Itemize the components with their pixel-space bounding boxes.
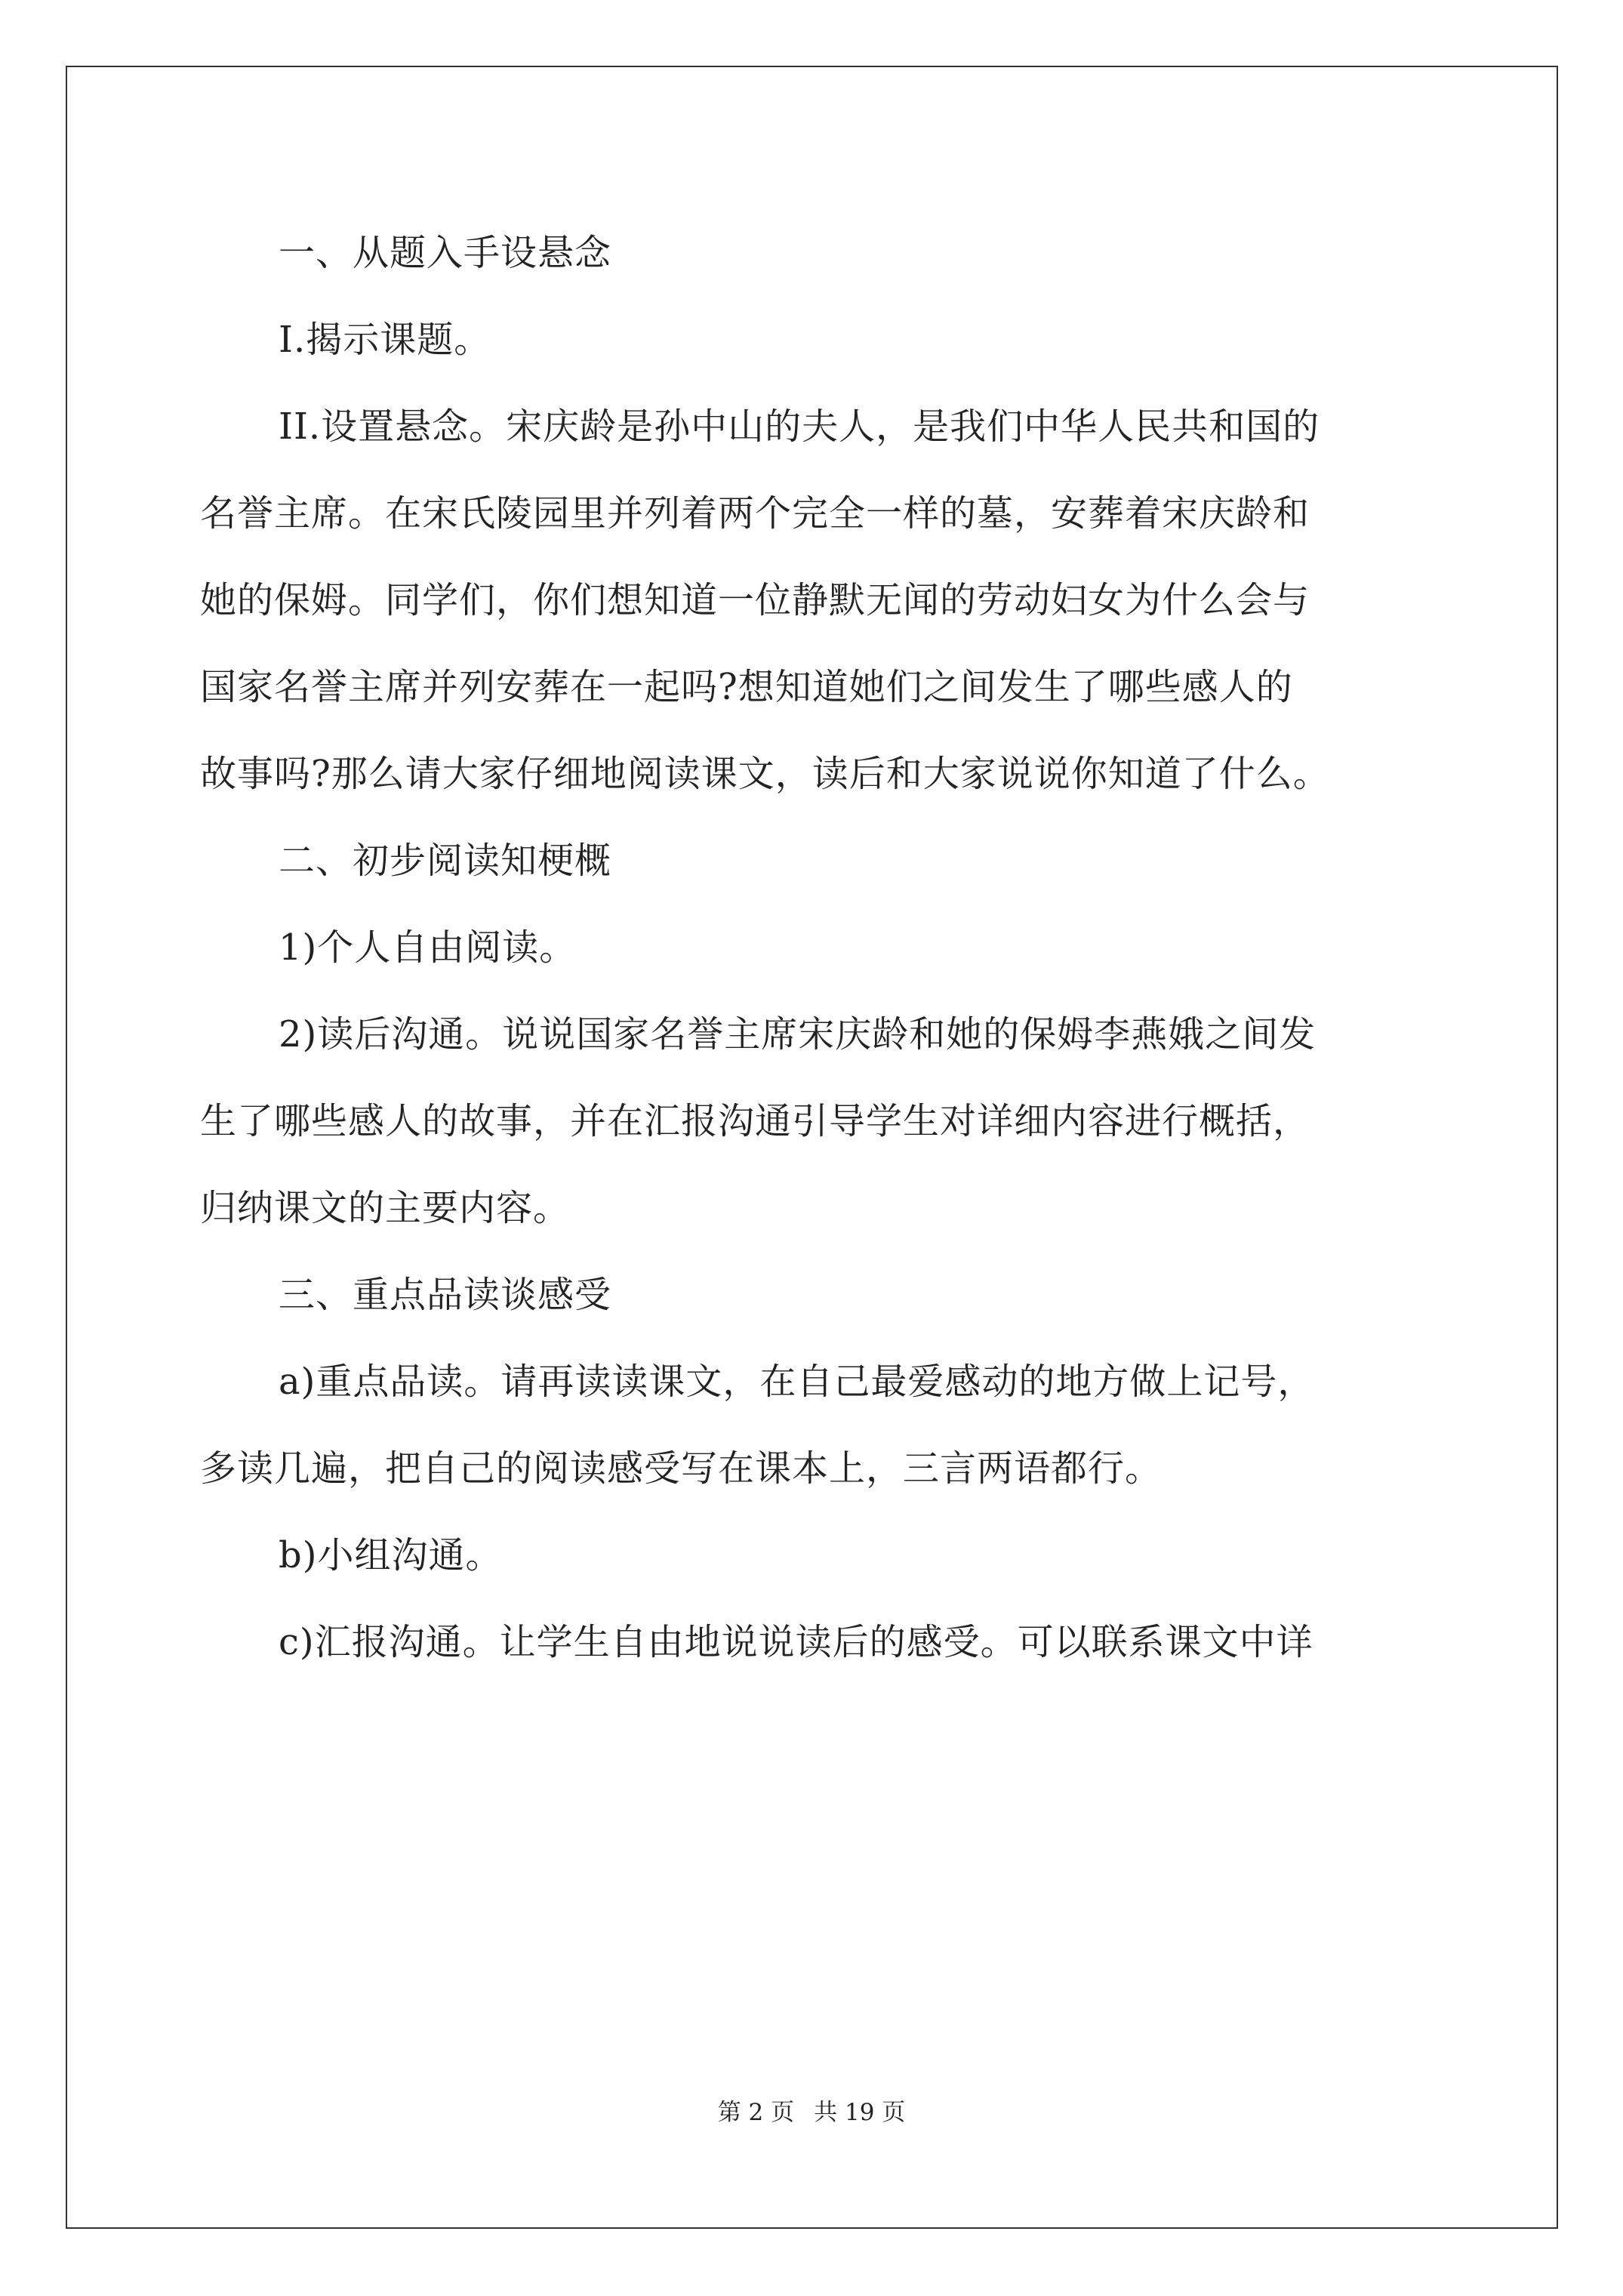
- paragraph-line: 名誉主席。在宋氏陵园里并列着两个完全一样的墓，安葬着宋庆龄和: [200, 492, 1310, 535]
- paragraph-line: II.设置悬念。宋庆龄是孙中山的夫人，是我们中华人民共和国的: [279, 405, 1320, 448]
- page-total: 共 19 页: [814, 2099, 906, 2126]
- paragraph-line: 故事吗?那么请大家仔细地阅读课文，读后和大家说说你知道了什么。: [200, 753, 1330, 795]
- heading-section-3: 三、重点品读谈感受: [279, 1274, 612, 1316]
- page-border: [66, 66, 1558, 2229]
- heading-section-2: 二、初步阅读知梗概: [279, 840, 612, 882]
- paragraph-line: 她的保姆。同学们，你们想知道一位静默无闻的劳动妇女为什么会与: [200, 579, 1310, 621]
- paragraph-line: 国家名誉主席并列安葬在一起吗?想知道她们之间发生了哪些感人的: [200, 666, 1293, 708]
- paragraph-line: 归纳课文的主要内容。: [200, 1187, 571, 1229]
- paragraph-line: 2)读后沟通。说说国家名誉主席宋庆龄和她的保姆李燕娥之间发: [279, 1013, 1317, 1056]
- heading-section-1: 一、从题入手设悬念: [279, 232, 612, 274]
- page-footer: [0, 2097, 1623, 2128]
- paragraph-line: 1)个人自由阅读。: [279, 926, 577, 969]
- paragraph-line: b)小组沟通。: [279, 1534, 503, 1576]
- paragraph-line: c)汇报沟通。让学生自由地说说读后的感受。可以联系课文中详: [279, 1621, 1313, 1663]
- paragraph-line: I.揭示课题。: [279, 319, 491, 361]
- paragraph-line: 生了哪些感人的故事，并在汇报沟通引导学生对详细内容进行概括，: [200, 1100, 1310, 1142]
- paragraph-line: 多读几遍，把自己的阅读感受写在课本上，三言两语都行。: [200, 1447, 1163, 1490]
- page-number: 第 2 页: [717, 2099, 795, 2126]
- paragraph-line: a)重点品读。请再读读课文，在自己最爱感动的地方做上记号，: [279, 1361, 1315, 1403]
